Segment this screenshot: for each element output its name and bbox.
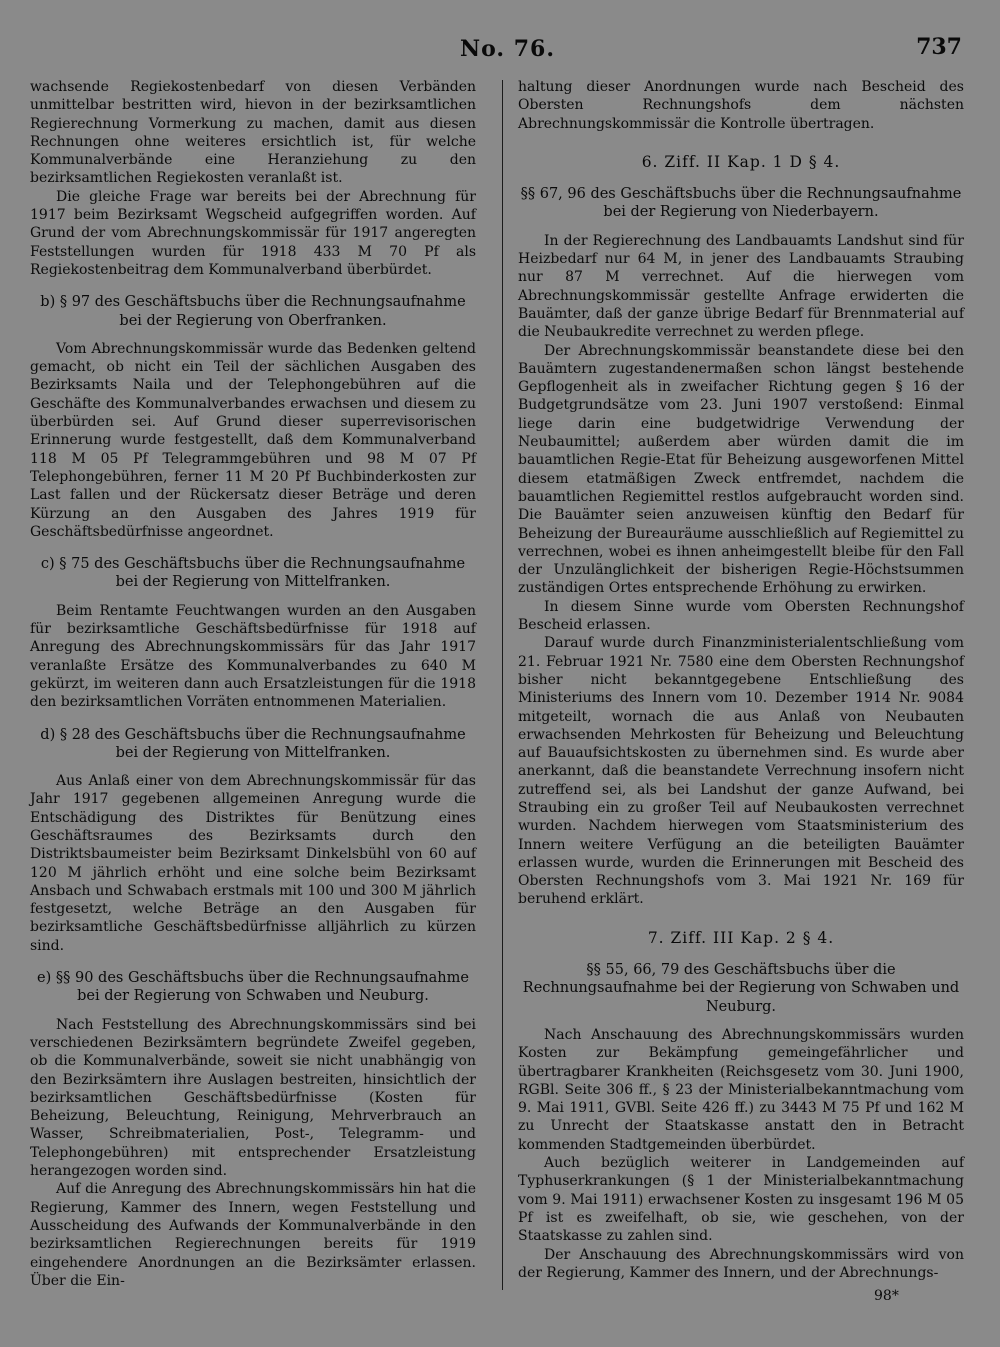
paragraph: Nach Anschauung des Abrechnungskommissärs wurden Kosten zur Bekämpfung gemeingefährlicher und übertragbarer Krankheiten (Reichsgesetz vom 30. Juni 1900, RGBl. Seite 306 ff., § 23 der Ministerialbekanntmachung vom 9. Mai 1911, GVBl. Seite 426 ff.) zu 3443 M 75 Pf und 162 M zu Unrecht der Staatskasse anstatt den in Betracht kommenden Stadtgemeinden überbürdet.: [518, 1026, 964, 1153]
right-column: [518, 78, 964, 1282]
paragraph: In der Regierechnung des Landbauamts Landshut sind für Heizbedarf nur 64 M, in jener des Landbauamts Straubing nur 87 M verrechnet. Auf die hierwegen vom Abrechnungskommissär gestellte Anfrage erwiderten die Bauämter, daß der ganze übrige Bedarf für Brennmaterial auf die Neubaukredite verrechnet zu werden pflege.: [518, 232, 964, 341]
paragraph: Auf die Anregung des Abrechnungskommissärs hin hat die Regierung, Kammer des Innern, wegen Feststellung und Ausscheidung des Aufwands der Kommunalverbände in den bezirksamtlichen Regierechnungen bereits für 1919 eingehendere Anordnungen an die Bezirksämter erlassen. Über die Ein-: [30, 1181, 476, 1289]
paragraph: Nach Feststellung des Abrechnungskommissärs sind bei verschiedenen Bezirksämtern begründete Zweifel gegeben, ob die Kommunalverbände, soweit sie nicht unabhängig von den Bezirksämtern ihre Auslagen bestreiten, hinsichtlich der bezirksamtlichen Geschäftsbedürfnisse (Kosten für Beheizung, Beleuchtung, Reinigung, Mehrverbrauch an Wasser, Schreibmaterialien, Post-, Telegramm- und Telephongebühren) mit entsprechender Ersatzleistung herangezogen worden sind.: [30, 1016, 476, 1180]
section-heading: 6. Ziff. II Kap. 1 D § 4.: [641, 152, 841, 171]
paragraph: Die gleiche Frage war bereits bei der Abrechnung für 1917 beim Bezirksamt Wegscheid aufgegriffen worden. Auf Grund der vom Abrechnungskommissär für 1917 angeregten Feststellungen wurden für 1918 433 M 70 Pf als Regiekostenbeitrag dem Kommunalverband überbürdet.: [30, 188, 476, 278]
subsection-heading: b) § 97 des Geschäftsbuchs über die Rechnungsaufnahme bei der Regierung von Oberfranken.: [40, 294, 466, 329]
sheet-signature: 98*: [874, 1288, 899, 1304]
paragraph: Auch bezüglich weiterer in Landgemeinden auf Typhuserkrankungen (§ 1 der Ministerialbekanntmachung vom 9. Mai 1911) erwachsener Kosten zu insgesamt 196 M 05 Pf ist es zweifelhaft, ob sie, wie geschehen, von der Staatskasse zu zahlen sind.: [518, 1155, 964, 1245]
paragraph: In diesem Sinne wurde vom Obersten Rechnungshof Bescheid erlassen.: [518, 598, 964, 634]
issue-number: No. 76.: [460, 36, 555, 62]
subsection-heading: c) § 75 des Geschäftsbuchs über die Rechnungsaufnahme bei der Regierung von Mittelfranken.: [40, 556, 466, 591]
left-column: [30, 78, 476, 1290]
subsection-heading: e) §§ 90 des Geschäftsbuchs über die Rechnungsaufnahme bei der Regierung von Schwaben und Neuburg.: [37, 970, 469, 1005]
page-header: [0, 30, 1000, 66]
paragraph: Darauf wurde durch Finanzministerialentschließung vom 21. Februar 1921 Nr. 7580 eine dem Obersten Rechnungshof bisher nicht bekanntgegebene Entschließung des Ministeriums des Innern vom 10. Dezember 1914 Nr. 9084 mitgeteilt, wornach die aus Anlaß von Neubauten erwachsenden Mehrkosten für Beheizung und Beleuchtung auf Bauaufsichtskosten zu übernehmen sind. Es wurde aber anerkannt, daß die beanstandete Verrechnung insofern nicht zutreffend sei, als bei Landshut der ganze Aufwand, bei Straubing ein zu großer Teil auf Neubaukosten verrechnet wurden. Nachdem hierwegen vom Staatsministerium des Innern weitere Verfügung an die beteiligten Bauämter erlassen wurde, wurden die Erinnerungen mit Bescheid des Obersten Rechnungshofs vom 3. Mai 1921 Nr. 169 für beruhend erklärt.: [518, 635, 964, 908]
paragraph: Beim Rentamte Feuchtwangen wurden an den Ausgaben für bezirksamtliche Geschäftsbedürfnisse für 1918 auf Anregung des Abrechnungskommissärs für das Jahr 1917 veranlaßte Ersätze des Kommunalverbandes zu 640 M gekürzt, im weiteren dann auch Ersatzleistungen für die 1918 den bezirksamtlichen Vorräten entnommenen Materialien.: [30, 602, 476, 711]
section-heading: 7. Ziff. III Kap. 2 § 4.: [647, 928, 835, 947]
paragraph: Der Anschauung des Abrechnungskommissärs wird von der Regierung, Kammer des Innern, und der Abrechnungs-: [518, 1246, 964, 1281]
paragraph: wachsende Regiekostenbedarf von diesen Verbänden unmittelbar bestritten wird, hievon in der bezirksamtlichen Regierechnung Vormerkung zu machen, damit aus diesen Rechnungen ohne weiteres ersichtlich ist, für welche Kommunalverbände eine Heranziehung zu den bezirksamtlichen Regiekosten veranlaßt ist.: [30, 79, 476, 187]
paragraph: Der Abrechnungskommissär beanstandete diese bei den Bauämtern zugestandenermaßen schon längst bestehende Gepflogenheit als in zweifacher Richtung gegen § 16 der Budgetgrundsätze vom 23. Juni 1907 verstoßend: Einmal liege darin eine budgetwidrige Verwendung der Neubaumittel; außerdem aber würden damit die im bauamtlichen Regie-Etat für Beheizung ausgeworfenen Mittel diesem etatmäßigen Zweck entfremdet, nachdem die bauamtlichen Regiemittel restlos aufgebraucht worden sind. Die Bauämter seien anzuweisen künftig den Bedarf für Beheizung der Bureauräume ausschließlich auf Regiemittel zu verrechnen, wobei es ihnen anheimgestellt bleibe für den Fall der Unzulänglichkeit der bisherigen Regie-Höchstsummen zuständigen Ortes entsprechende Erhöhung zu erwirken.: [518, 342, 964, 597]
subsection-heading: §§ 67, 96 des Geschäftsbuchs über die Rechnungsaufnahme bei der Regierung von Niederbayern.: [520, 186, 962, 221]
subsection-heading: §§ 55, 66, 79 des Geschäftsbuchs über die Rechnungsaufnahme bei der Regierung von Schwaben und Neuburg.: [522, 962, 960, 1015]
paragraph: Vom Abrechnungskommissär wurde das Bedenken geltend gemacht, ob nicht ein Teil der sächlichen Ausgaben des Bezirksamts Naila und der Telephongebühren auf die Geschäfte des Kommunalverbandes erwachsen und diesem zu überbürden sei. Auf Grund dieser superrevisorischen Erinnerung wurde festgestellt, daß dem Kommunalverband 118 M 05 Pf Telegrammgebühren und 98 M 07 Pf Telephongebühren, ferner 11 M 20 Pf Buchbinderkosten zur Last fallen und der Rückersatz dieser Beträge und deren Kürzung an den Ausgaben des Jahres 1919 für Geschäftsbedürfnisse angeordnet.: [30, 340, 476, 540]
column-divider: [502, 80, 503, 1290]
page-number: 737: [916, 34, 962, 60]
paragraph: haltung dieser Anordnungen wurde nach Bescheid des Obersten Rechnungshofs dem nächsten Abrechnungskommissär die Kontrolle übertragen.: [518, 79, 964, 132]
subsection-heading: d) § 28 des Geschäftsbuchs über die Rechnungsaufnahme bei der Regierung von Mittelfranken.: [40, 726, 466, 761]
paragraph: Aus Anlaß einer von dem Abrechnungskommissär für das Jahr 1917 gegebenen allgemeinen Anregung wurde die Entschädigung des Distriktes für Benützung eines Geschäftsraumes des Bezirksamts durch den Distriktsbaumeister beim Bezirksamt Dinkelsbühl von 60 auf 120 M jährlich erhöht und eine solche beim Bezirksamt Ansbach und Schwabach erstmals mit 100 und 300 M jährlich festgesetzt, welche Beträge an den Ausgaben für bezirksamtliche Geschäftsbedürfnisse alljährlich zu kürzen sind.: [30, 773, 476, 954]
